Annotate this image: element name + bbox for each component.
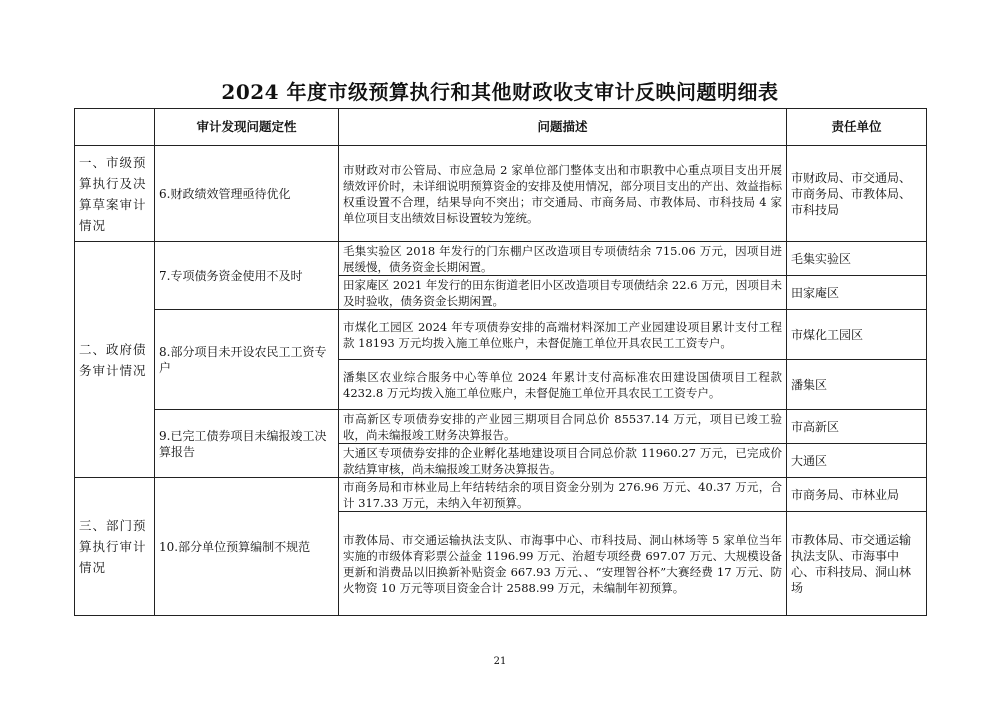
unit-cell: 市商务局、市林业局 <box>787 478 927 512</box>
unit-cell: 田家庵区 <box>787 276 927 310</box>
issue-cell: 10.部分单位预算编制不规范 <box>155 478 339 616</box>
unit-cell: 市煤化工园区 <box>787 310 927 360</box>
unit-cell: 市高新区 <box>787 410 927 444</box>
unit-cell: 市财政局、市交通局、市商务局、市教体局、市科技局 <box>787 146 927 242</box>
document-title: 2024 年度市级预算执行和其他财政收支审计反映问题明细表 <box>221 80 779 104</box>
unit-cell: 大通区 <box>787 444 927 478</box>
issue-cell: 7.专项债务资金使用不及时 <box>155 242 339 310</box>
description-cell: 市教体局、市交通运输执法支队、市海事中心、市科技局、洞山林场等 5 家单位当年实施的市级体育彩票公益金 1196.99 万元、治超专项经费 697.07 万元、大规模设备更新和消费品以旧换新补贴资金 667.93 万元、、“安理智谷杯”大赛经费 17 万元、防火物资 10 万元等项目资金合计 2588.99 万元，未编制年初预算。 <box>339 512 787 616</box>
category-cell: 一、市级预算执行及决算草案审计情况 <box>75 146 155 242</box>
description-cell: 大通区专项债券安排的企业孵化基地建设项目合同总价款 11960.27 万元，已完成价款结算审核，尚未编报竣工财务决算报告。 <box>339 444 787 478</box>
table-row <box>75 146 927 242</box>
table-row <box>75 410 927 444</box>
unit-cell: 潘集区 <box>787 360 927 410</box>
header-category <box>75 109 155 146</box>
header-unit: 责任单位 <box>787 109 927 146</box>
audit-issues-table <box>74 108 927 616</box>
description-cell: 潘集区农业综合服务中心等单位 2024 年累计支付高标准农田建设国债项目工程款 4232.8 万元均拨入施工单位账户，未督促施工单位开具农民工工资专户。 <box>339 360 787 410</box>
description-cell: 市商务局和市林业局上年结转结余的项目资金分别为 276.96 万元、40.37 万元，合计 317.33 万元，未纳入年初预算。 <box>339 478 787 512</box>
unit-cell: 市教体局、市交通运输执法支队、市海事中心、市科技局、洞山林场 <box>787 512 927 616</box>
header-description: 问题描述 <box>339 109 787 146</box>
table-row <box>75 242 927 276</box>
page-number: 21 <box>493 656 507 667</box>
description-cell: 田家庵区 2021 年发行的田东街道老旧小区改造项目专项债结余 22.6 万元，因项目未及时验收，债务资金长期闲置。 <box>339 276 787 310</box>
table-row <box>75 310 927 360</box>
category-cell: 二、政府债务审计情况 <box>75 242 155 478</box>
issue-cell: 8.部分项目未开设农民工工资专户 <box>155 310 339 410</box>
category-cell: 三、部门预算执行审计情况 <box>75 478 155 616</box>
unit-cell: 毛集实验区 <box>787 242 927 276</box>
issue-cell: 6.财政绩效管理亟待优化 <box>155 146 339 242</box>
header-issue: 审计发现问题定性 <box>155 109 339 146</box>
table-row <box>75 478 927 512</box>
description-cell: 市高新区专项债券安排的产业园三期项目合同总价 85537.14 万元，项目已竣工验收，尚未编报竣工财务决算报告。 <box>339 410 787 444</box>
description-cell: 市财政对市公管局、市应急局 2 家单位部门整体支出和市职教中心重点项目支出开展绩效评价时，未详细说明预算资金的安排及使用情况，部分项目支出的产出、效益指标权重设置不合理，结果导向不突出；市交通局、市商务局、市教体局、市科技局 4 家单位项目支出绩效目标设置较为笼统。 <box>339 146 787 242</box>
description-cell: 市煤化工园区 2024 年专项债券安排的高端材料深加工产业园建设项目累计支付工程款 18193 万元均拨入施工单位账户，未督促施工单位开具农民工工资专户。 <box>339 310 787 360</box>
description-cell: 毛集实验区 2018 年发行的门东棚户区改造项目专项债结余 715.06 万元，因项目进展缓慢，债务资金长期闲置。 <box>339 242 787 276</box>
table-header-row <box>75 109 927 146</box>
issue-cell: 9.已完工债券项目未编报竣工决算报告 <box>155 410 339 478</box>
